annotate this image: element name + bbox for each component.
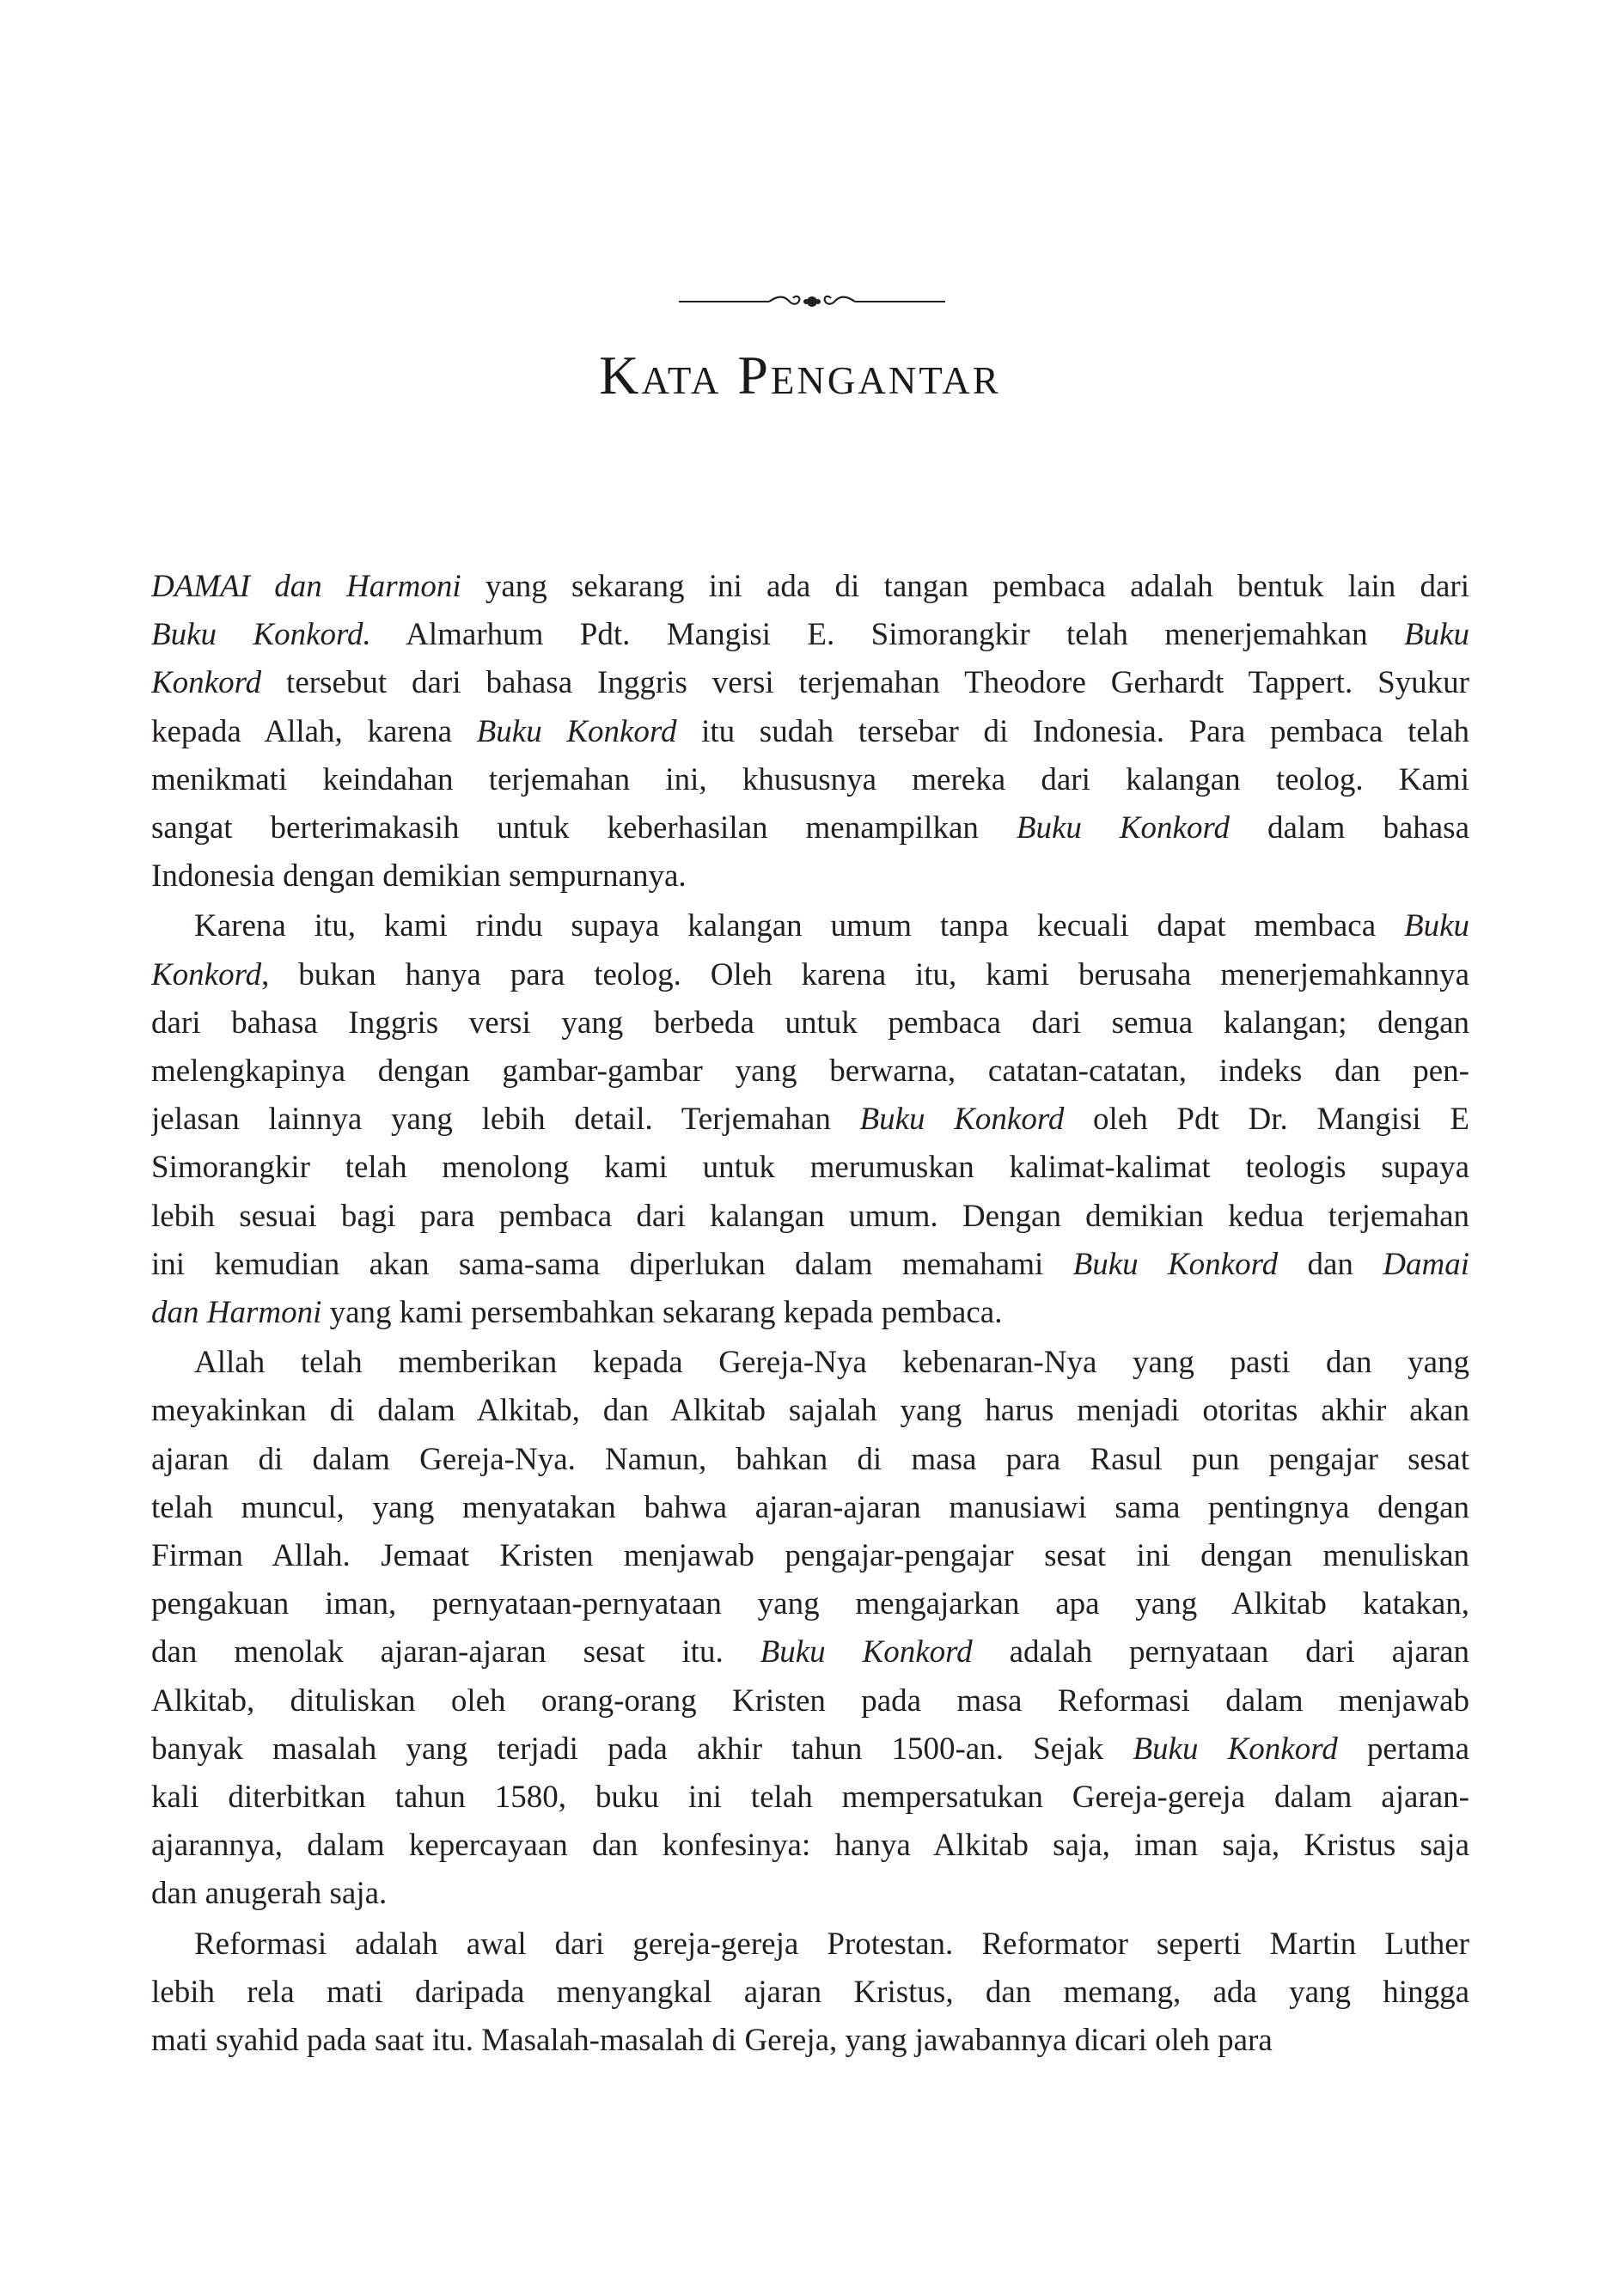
text-run: Allah telah memberikan kepada Gereja-Nya kebenaran-Nya yang pasti dan yang (194, 1345, 1469, 1381)
text-run: meyakinkan di dalam Alkitab, dan Alkitab sajalah yang harus menjadi otoritas akhir akan (151, 1393, 1469, 1429)
text-line (151, 1532, 1469, 1580)
italic-title: DAMAI dan Harmoni (151, 569, 461, 604)
italic-title: Buku Konkord (1072, 1246, 1279, 1282)
text-line (151, 1047, 1469, 1096)
text-run: yang sekarang ini ada di tangan pembaca adalah bentuk lain dari (461, 569, 1469, 604)
text-run: oleh Pdt Dr. Mangisi E (1064, 1102, 1469, 1138)
page-title: Kata Pengantar (599, 345, 1001, 406)
text-run: kepada Allah, karena (151, 713, 477, 749)
text-run: lebih rela mati daripada menyangkal ajaran Kristus, dan memang, ada yang hingga (151, 1974, 1469, 2010)
text-line (151, 659, 1469, 707)
text-line (151, 708, 1469, 756)
italic-title: Damai (1383, 1246, 1469, 1282)
text-line (151, 1774, 1469, 1822)
italic-title: Buku (1403, 908, 1469, 944)
text-line (151, 1580, 1469, 1628)
text-line (151, 1822, 1469, 1870)
text-run: Almarhum Pdt. Mangisi E. Simorangkir telah menerjemahkan (370, 617, 1404, 653)
text-run: lebih sesuai bagi para pembaca dari kalangan umum. Dengan demikian kedua terjemahan (151, 1198, 1469, 1234)
text-line (151, 951, 1469, 999)
text-run: sangat berterimakasih untuk keberhasilan menampilkan (151, 810, 1017, 846)
italic-title: Buku Konkord (760, 1634, 973, 1670)
scroll-ornament-icon (679, 290, 945, 313)
paragraph (151, 563, 1469, 901)
text-line (151, 999, 1469, 1047)
text-run: dari bahasa Inggris versi yang berbeda untuk pembaca dari semua kalangan; dengan (151, 1004, 1469, 1041)
italic-title: dan Harmoni (151, 1295, 322, 1331)
text-line (151, 1725, 1469, 1774)
text-line (151, 1289, 1469, 1337)
text-line (151, 1436, 1469, 1484)
text-line (151, 1677, 1469, 1725)
text-run: Alkitab, dituliskan oleh orang-orang Kristen pada masa Reformasi dalam menjawab (151, 1682, 1469, 1719)
text-run: melengkapinya dengan gambar-gambar yang berwarna, catatan-catatan, indeks dan pen- (151, 1053, 1469, 1090)
paragraph (151, 1339, 1469, 1918)
text-line (151, 1920, 1469, 1969)
text-run: dan (1278, 1246, 1383, 1282)
text-run: Reformasi adalah awal dari gereja-gereja Protestan. Reformator seperti Martin Luther (194, 1926, 1469, 1962)
text-run: ajarannya, dalam kepercayaan dan konfesinya: hanya Alkitab saja, iman saja, Kristus saja (151, 1828, 1469, 1864)
text-run: tersebut dari bahasa Inggris versi terjemahan Theodore Gerhardt Tappert. Syukur (261, 665, 1469, 701)
text-run: yang kami persembahkan sekarang kepada pembaca. (321, 1295, 1003, 1331)
text-run: itu sudah tersebar di Indonesia. Para pembaca telah (676, 713, 1469, 749)
text-run: adalah pernyataan dari ajaran (972, 1634, 1469, 1670)
text-line (151, 1387, 1469, 1435)
text-run: ajaran di dalam Gereja-Nya. Namun, bahkan di masa para Rasul pun pengajar sesat (151, 1441, 1469, 1477)
paragraph (151, 902, 1469, 1337)
italic-title: Konkord (151, 956, 262, 992)
text-line (151, 902, 1469, 950)
italic-title: Buku Konkord. (151, 617, 371, 653)
text-run: Indonesia dengan demikian sempurnanya. (151, 858, 687, 895)
text-run: Karena itu, kami rindu supaya kalangan umum tanpa kecuali dapat membaca (194, 908, 1404, 944)
text-line (151, 1144, 1469, 1192)
text-line (151, 1969, 1469, 2017)
text-run: menikmati keindahan terjemahan ini, khususnya mereka dari kalangan teolog. Kami (151, 761, 1469, 797)
text-run: Simorangkir telah menolong kami untuk merumuskan kalimat-kalimat teologis supaya (151, 1150, 1469, 1186)
italic-title: Konkord (151, 665, 262, 701)
italic-title: Buku Konkord (476, 713, 677, 749)
text-run: dan anugerah saja. (151, 1876, 388, 1912)
body-text (151, 563, 1469, 2065)
text-run: telah muncul, yang menyatakan bahwa ajaran-ajaran manusiawi sama pentingnya dengan (151, 1489, 1469, 1525)
text-run: pertama (1337, 1731, 1469, 1767)
text-line (151, 2017, 1469, 2065)
text-run: banyak masalah yang terjadi pada akhir tahun 1500-an. Sejak (151, 1731, 1133, 1767)
text-run: kali diterbitkan tahun 1580, buku ini telah mempersatukan Gereja-gereja dalam ajaran- (151, 1780, 1469, 1816)
text-line (151, 756, 1469, 804)
text-line (151, 563, 1469, 611)
text-line (151, 852, 1469, 901)
text-run: Firman Allah. Jemaat Kristen menjawab pengajar-pengajar sesat ini dengan menuliskan (151, 1538, 1469, 1574)
text-run: mati syahid pada saat itu. Masalah-masalah di Gereja, yang jawabannya dicari oleh para (151, 2023, 1273, 2059)
text-line (151, 1870, 1469, 1918)
text-run: dalam bahasa (1229, 810, 1469, 846)
text-run: dan menolak ajaran-ajaran sesat itu. (151, 1634, 760, 1670)
italic-title: Buku (1403, 617, 1469, 653)
italic-title: Buku Konkord (1016, 810, 1230, 846)
text-run: jelasan lainnya yang lebih detail. Terjemahan (151, 1102, 860, 1138)
text-line (151, 1628, 1469, 1676)
italic-title: Buku Konkord (859, 1102, 1065, 1138)
text-line (151, 804, 1469, 852)
text-line (151, 1484, 1469, 1532)
text-line (151, 1339, 1469, 1387)
text-line (151, 611, 1469, 659)
italic-title: Buku Konkord (1133, 1731, 1338, 1767)
paragraph (151, 1920, 1469, 2066)
text-line (151, 1193, 1469, 1241)
text-run: , bukan hanya para teolog. Oleh karena itu, kami berusaha menerjemahkannya (261, 956, 1469, 992)
text-line (151, 1096, 1469, 1144)
text-line (151, 1241, 1469, 1289)
text-run: ini kemudian akan sama-sama diperlukan dalam memahami (151, 1246, 1073, 1282)
text-run: pengakuan iman, pernyataan-pernyataan yang mengajarkan apa yang Alkitab katakan, (151, 1586, 1469, 1622)
